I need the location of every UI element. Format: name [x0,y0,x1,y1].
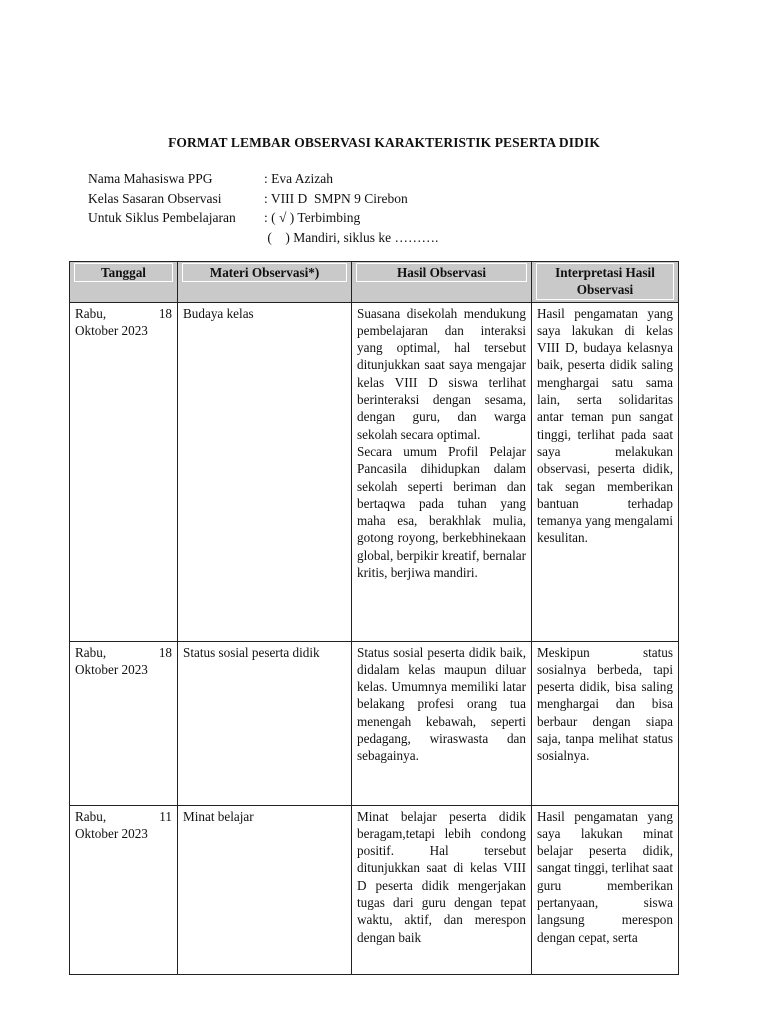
table-row [70,302,679,641]
label-kelas: Kelas Sasaran Observasi [88,190,222,206]
date-num: 11 [159,808,172,824]
cell-hasil [352,302,532,641]
cell-materi: Status sosial peserta didik [178,641,352,805]
cell-materi: Budaya kelas [178,302,352,641]
header-hasil [352,262,532,303]
header-materi-text: Materi Observasi*) [182,263,347,282]
cell-interpretasi: Hasil pengamatan yang saya lakukan minat belajar peserta didik, sangat tinggi, terlihat saat guru memberikan pertanyaan, siswa langsung merespon dengan cepat, serta [532,805,679,974]
hasil-paragraph-2: Secara umum Profil Pelajar Pancasila dihidupkan dalam sekolah seperti beriman dan bertaqwa pada tuhan yang maha esa, berakhlak mulia, gotong royong, berkebhinekaan global, berpikir kreatif, bernalar kritis, berjiwa mandiri. [357,443,526,581]
header-tanggal [70,262,178,303]
value-siklus-terbimbing: : ( √ ) Terbimbing [264,210,361,225]
value-nama: : Eva Azizah [264,171,333,186]
cell-tanggal [70,641,178,805]
date-month: Oktober 2023 [75,825,148,841]
cell-materi: Minat belajar [178,805,352,974]
cell-tanggal [70,302,178,641]
value-kelas: : VIII D SMPN 9 Cirebon [264,190,408,206]
observer-info [88,169,438,247]
table-row [70,805,679,974]
table-row [70,641,679,805]
date-line [75,305,172,322]
date-num: 18 [158,305,172,321]
cell-interpretasi: Meskipun status sosialnya berbeda, tapi peserta didik, bisa saling menghargai dan bisa berbaur dengan siapa saja, tanpa melihat status sosialnya. [532,641,679,805]
document-title: FORMAT LEMBAR OBSERVASI KARAKTERISTIK PESERTA DIDIK [168,135,600,150]
date-day: Rabu, [75,644,107,660]
cell-hasil: Minat belajar peserta didik beragam,tetapi lebih condong positif. Hal tersebut ditunjukkan saat di kelas VIII D peserta didik mengerjakan tugas dari guru dengan tepat waktu, aktif, dan merespon dengan baik [352,805,532,974]
date-day: Rabu, [75,305,107,321]
date-day: Rabu, [75,808,107,824]
observation-table [69,261,679,975]
date-line [75,644,172,661]
cell-tanggal [70,805,178,974]
cell-hasil: Status sosial peserta didik baik, didalam kelas maupun diluar kelas. Umumnya memiliki latar belakang profesi orang tua menengah kebawah, seperti pedagang, wiraswasta dan sebagainya. [352,641,532,805]
date-line [75,808,172,825]
label-nama: Nama Mahasiswa PPG [88,171,213,186]
header-interpretasi-text: Interpretasi Hasil Observasi [536,263,674,300]
date-num: 18 [158,644,172,660]
cell-interpretasi: Hasil pengamatan yang saya lakukan di kelas VIII D, budaya kelasnya baik, peserta didik saling menghargai satu sama lain, serta solidaritas antar teman pun sangat tinggi, terlihat pada saat saya melakukan observasi, peserta didik, tak segan memberikan bantuan terhadap temanya yang mengalami kesulitan. [532,302,679,641]
date-month: Oktober 2023 [75,322,148,338]
info-row-siklus [88,208,438,228]
hasil-paragraph: Suasana disekolah mendukung pembelajaran dan interaksi yang optimal, hal tersebut ditunjukkan saat saya mengajar kelas VIII D siswa terlihat berinteraksi dengan sesama, dengan guru, dan warga sekolah secara optimal. [357,305,526,442]
header-hasil-text: Hasil Observasi [356,263,527,282]
info-row-nama [88,169,438,189]
value-siklus-mandiri: ( ) Mandiri, siklus ke ………. [264,229,439,245]
label-siklus: Untuk Siklus Pembelajaran [88,210,236,225]
header-materi [178,262,352,303]
header-interpretasi [532,262,679,303]
date-month: Oktober 2023 [75,661,148,677]
table-header-row [70,262,679,303]
header-tanggal-text: Tanggal [74,263,173,282]
info-row-kelas [88,189,438,209]
